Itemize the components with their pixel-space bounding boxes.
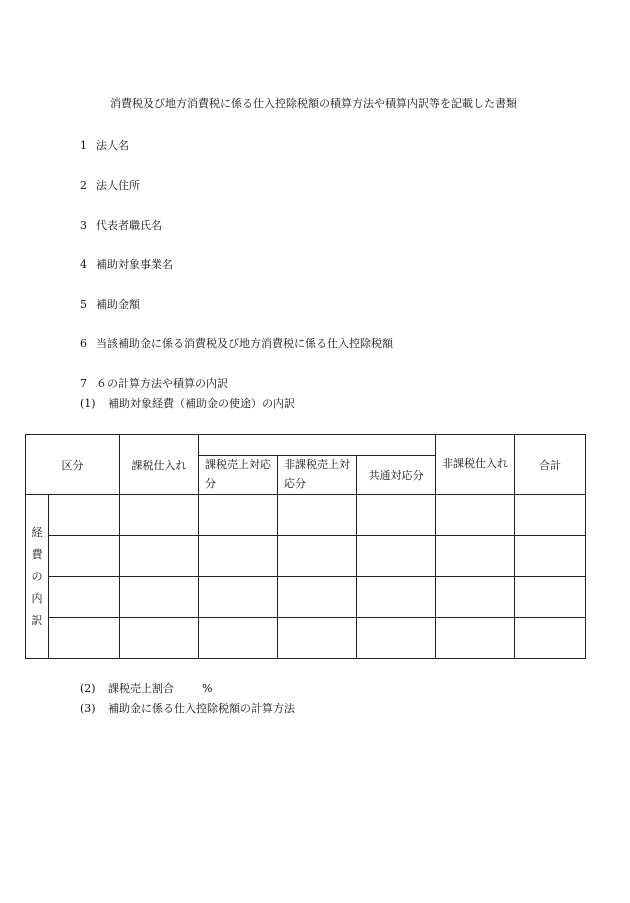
table-cell[interactable] [278, 536, 357, 577]
item-1 [80, 140, 129, 151]
item-label: 補助対象事業名 [96, 258, 173, 271]
sub-item-label: 補助金に係る仕入控除税額の計算方法 [108, 702, 295, 715]
header-kazei-group [199, 435, 436, 456]
sub-item-2 [80, 683, 212, 694]
row-label-keihi-no-uchiwake [26, 495, 49, 659]
table-cell[interactable] [199, 577, 278, 618]
table-row [26, 618, 586, 659]
table-cell[interactable] [515, 495, 586, 536]
item-label: 補助金額 [96, 298, 140, 311]
percent-unit: % [202, 682, 213, 695]
item-label: 代表者職氏名 [96, 219, 162, 232]
sub-item-3 [80, 703, 295, 714]
item-number: 4 [80, 258, 87, 271]
table-cell[interactable] [278, 577, 357, 618]
table-cell[interactable] [49, 618, 120, 659]
item-6 [80, 338, 393, 349]
header-goukei: 合計 [515, 435, 586, 495]
table-cell[interactable] [199, 495, 278, 536]
item-label: 法人住所 [96, 179, 140, 192]
table-cell[interactable] [515, 577, 586, 618]
table-row [26, 536, 586, 577]
item-5 [80, 299, 140, 310]
item-number: 7 [80, 377, 87, 390]
table-cell[interactable] [199, 618, 278, 659]
table-cell[interactable] [120, 577, 199, 618]
document-title: 消費税及び地方消費税に係る仕入控除税額の積算方法や積算内訳等を記載した書類 [110, 97, 517, 110]
table-cell[interactable] [436, 618, 515, 659]
row-label-char: 訳 [31, 613, 43, 627]
item-number: 3 [80, 219, 87, 232]
table-cell[interactable] [515, 536, 586, 577]
item-label: 当該補助金に係る消費税及び地方消費税に係る仕入控除税額 [96, 337, 393, 350]
row-label-char: 内 [31, 591, 43, 605]
row-label-char: 経 [31, 525, 43, 539]
table-cell[interactable] [436, 577, 515, 618]
header-kubun: 区分 [26, 435, 120, 495]
table-cell[interactable] [436, 495, 515, 536]
item-number: 5 [80, 298, 87, 311]
item-number: 6 [80, 337, 87, 350]
header-kyoutsu-taiou: 共通対応分 [357, 456, 436, 495]
table-cell[interactable] [49, 536, 120, 577]
table-cell[interactable] [49, 577, 120, 618]
table-cell[interactable] [120, 536, 199, 577]
table-cell[interactable] [278, 495, 357, 536]
table-cell[interactable] [436, 536, 515, 577]
header-kazei-uriage-taiou: 課税売上対応分 [199, 456, 278, 495]
header-hikazei-shiire: 非課税仕入れ [436, 435, 515, 495]
table-cell[interactable] [357, 577, 436, 618]
sub-item-label: 課税売上割合 [108, 682, 174, 695]
sub-item-label: 補助対象経費（補助金の使途）の内訳 [108, 397, 295, 410]
table-cell[interactable] [357, 495, 436, 536]
item-number: 2 [80, 179, 87, 192]
table-cell[interactable] [357, 618, 436, 659]
sub-item-1 [80, 398, 295, 409]
table-cell[interactable] [278, 618, 357, 659]
table-row [26, 495, 586, 536]
table-cell[interactable] [357, 536, 436, 577]
header-hikazei-uriage-taiou: 非課税売上対応分 [278, 456, 357, 495]
item-label: 法人名 [96, 139, 129, 152]
item-2 [80, 180, 140, 191]
table-cell[interactable] [199, 536, 278, 577]
item-number: 1 [80, 139, 87, 152]
header-kazei-shiire: 課税仕入れ [120, 435, 199, 495]
row-label-char: の [31, 569, 43, 583]
item-7 [80, 378, 228, 389]
table-cell[interactable] [49, 495, 120, 536]
item-4 [80, 259, 173, 270]
table-cell[interactable] [515, 618, 586, 659]
table-cell[interactable] [120, 618, 199, 659]
sub-item-number: (1) [80, 397, 96, 410]
expense-breakdown-table [25, 434, 586, 659]
table-row [26, 577, 586, 618]
sub-item-number: (2) [80, 682, 96, 695]
row-label-char: 費 [31, 547, 43, 561]
sub-item-number: (3) [80, 702, 96, 715]
item-3 [80, 220, 162, 231]
item-label: ６の計算方法や積算の内訳 [96, 377, 228, 390]
table-cell[interactable] [120, 495, 199, 536]
